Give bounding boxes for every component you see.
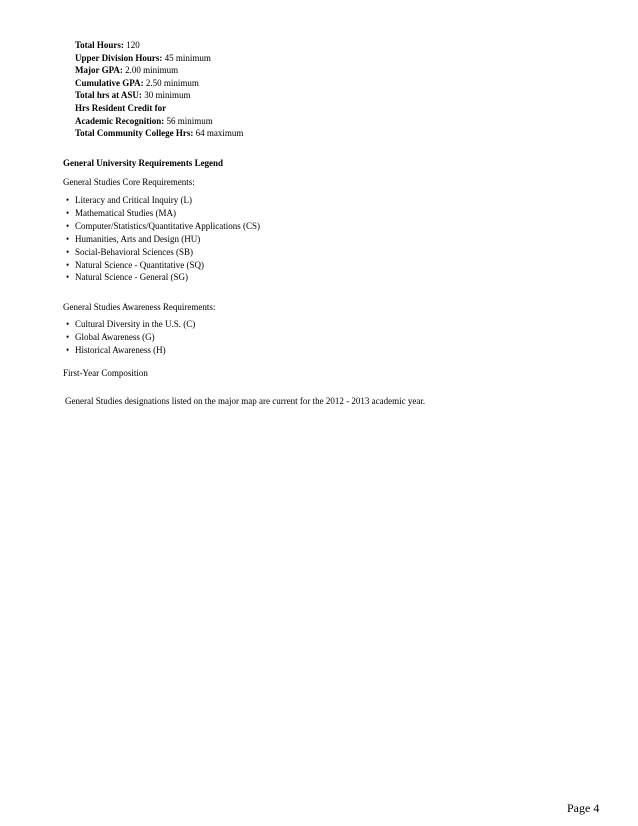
cumulative-gpa: Cumulative GPA: 2.50 minimum: [75, 77, 199, 88]
community-college-hrs: Total Community College Hrs: 64 maximum: [75, 128, 244, 139]
core-requirements-list: [66, 194, 260, 284]
list-item: • Global Awareness (G): [66, 331, 195, 344]
list-item: • Mathematical Studies (MA): [66, 207, 260, 220]
list-item: • Natural Science - General (SG): [66, 271, 260, 284]
list-item: • Humanities, Arts and Design (HU): [66, 233, 260, 246]
major-gpa: Major GPA: 2.00 minimum: [75, 65, 179, 76]
hrs-resident-credit: Hrs Resident Credit for: [75, 102, 167, 113]
designations-note: General Studies designations listed on the major map are current for the 2012 - 2013 academic year.: [65, 396, 426, 406]
upper-division-hours: Upper Division Hours: 45 minimum: [75, 52, 211, 63]
awareness-requirements-heading: General Studies Awareness Requirements:: [63, 302, 216, 312]
list-item: • Literacy and Critical Inquiry (L): [66, 194, 260, 207]
degree-totals: [75, 39, 243, 140]
list-item: • Social-Behavioral Sciences (SB): [66, 246, 260, 259]
awareness-requirements-list: [66, 318, 195, 357]
list-item: • Computer/Statistics/Quantitative Applications (CS): [66, 220, 260, 233]
list-item: • Historical Awareness (H): [66, 344, 195, 357]
academic-recognition: Academic Recognition: 56 minimum: [75, 115, 213, 126]
legend-title: General University Requirements Legend: [63, 158, 224, 168]
core-requirements-heading: General Studies Core Requirements:: [63, 177, 195, 187]
list-item: • Cultural Diversity in the U.S. (C): [66, 318, 195, 331]
total-hours: Total Hours: 120: [75, 40, 140, 50]
first-year-composition: First-Year Composition: [63, 368, 148, 378]
list-item: • Natural Science - Quantitative (SQ): [66, 259, 260, 272]
page-number: Page 4: [567, 801, 600, 815]
total-hrs-at-asu: Total hrs at ASU: 30 minimum: [75, 90, 191, 101]
